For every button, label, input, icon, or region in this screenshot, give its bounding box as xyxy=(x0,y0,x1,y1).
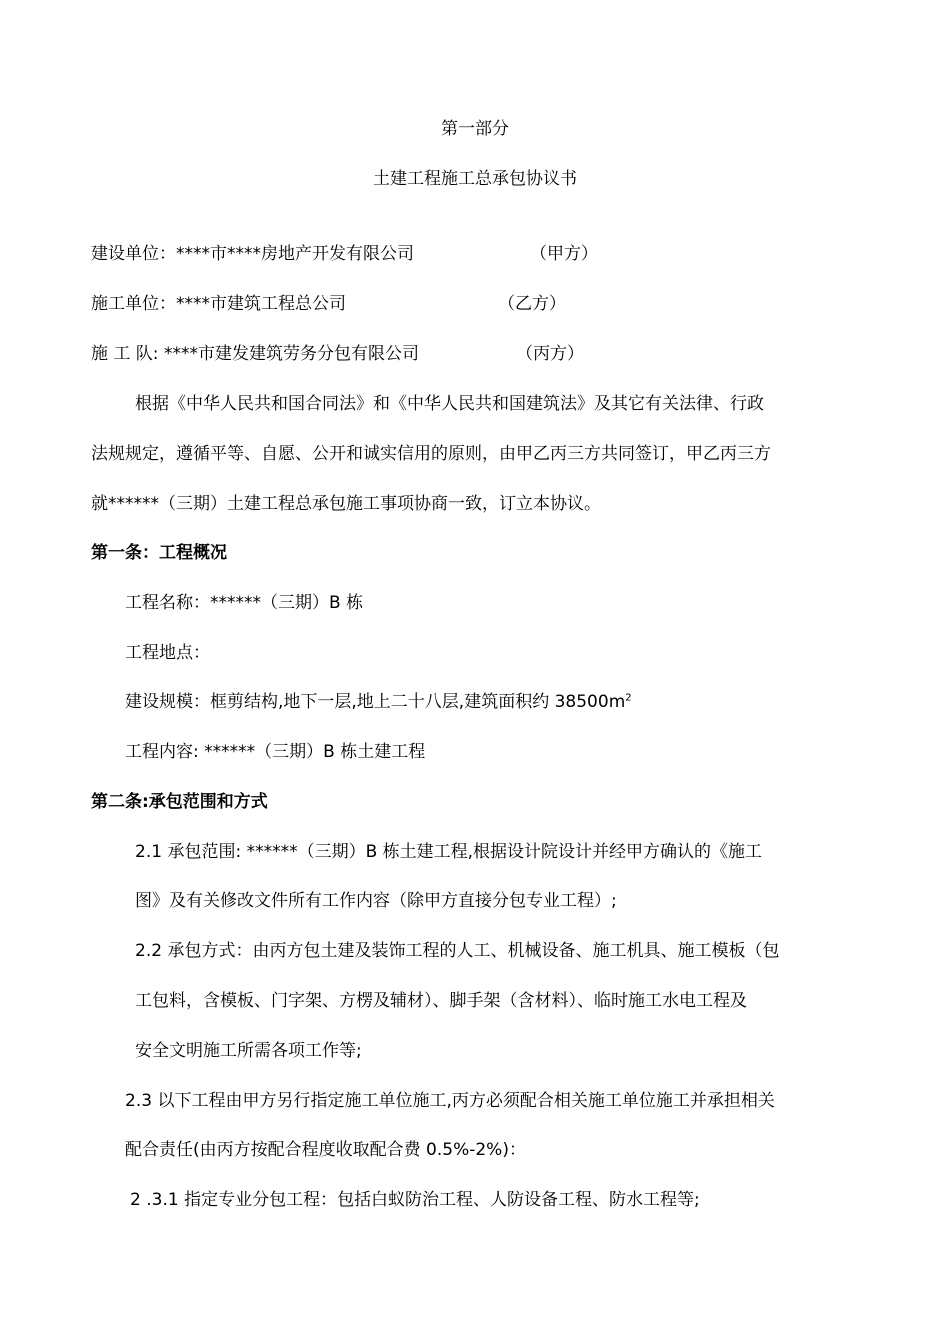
project-scale xyxy=(125,691,632,713)
preamble-line-1: 根据《中华人民共和国合同法》和《中华人民共和国建筑法》及其它有关法律、行政 xyxy=(135,394,764,414)
document-title: 土建工程施工总承包协议书 xyxy=(373,169,577,189)
preamble-line-2: 法规规定，遵循平等、自愿、公开和诚实信用的原则，由甲乙丙三方共同签订，甲乙丙三方 xyxy=(91,444,771,464)
project-name: 工程名称：******（三期）B 栋 xyxy=(125,593,364,613)
part-heading: 第一部分 xyxy=(441,119,509,139)
clause-2-3-1: 2 .3.1 指定专业分包工程：包括白蚁防治工程、人防设备工程、防水工程等; xyxy=(130,1190,700,1210)
clause-2-3-line-2: 配合责任(由丙方按配合程度收取配合费 0.5%-2%)： xyxy=(125,1140,526,1160)
clause-2-2-line-2: 工包料，含模板、门字架、方楞及辅材）、脚手架（含材料）、临时施工水电工程及 xyxy=(135,991,747,1011)
party-c-role: （丙方） xyxy=(516,344,584,364)
preamble-line-3: 就******（三期）土建工程总承包施工事项协商一致，订立本协议。 xyxy=(91,494,601,514)
party-c-label: 施 工 队: ****市建发建筑劳务分包有限公司 xyxy=(91,344,419,364)
project-content: 工程内容: ******（三期）B 栋土建工程 xyxy=(125,742,426,762)
clause-2-1-line-1: 2.1 承包范围: ******（三期）B 栋土建工程,根据设计院设计并经甲方确认的《施工 xyxy=(135,842,763,862)
project-scale-text: 建设规模：框剪结构,地下一层,地上二十八层,建筑面积约 38500m xyxy=(125,692,626,712)
party-b-label: 施工单位：****市建筑工程总公司 xyxy=(91,294,346,314)
project-scale-superscript: 2 xyxy=(625,692,632,704)
clause-2-1-line-2: 图》及有关修改文件所有工作内容（除甲方直接分包专业工程）; xyxy=(135,891,617,911)
project-location: 工程地点： xyxy=(125,643,210,663)
clause-2-2-line-3: 安全文明施工所需各项工作等; xyxy=(135,1041,362,1061)
party-a-role: （甲方） xyxy=(530,244,598,264)
article-1-heading: 第一条：工程概况 xyxy=(91,543,227,563)
party-b-role: （乙方） xyxy=(498,294,566,314)
article-2-heading: 第二条:承包范围和方式 xyxy=(91,792,268,812)
clause-2-3-line-1: 2.3 以下工程由甲方另行指定施工单位施工,丙方必须配合相关施工单位施工并承担相关 xyxy=(125,1091,775,1111)
party-a-label: 建设单位：****市****房地产开发有限公司 xyxy=(91,244,414,264)
clause-2-2-line-1: 2.2 承包方式：由丙方包土建及装饰工程的人工、机械设备、施工机具、施工模板（包 xyxy=(135,941,780,961)
